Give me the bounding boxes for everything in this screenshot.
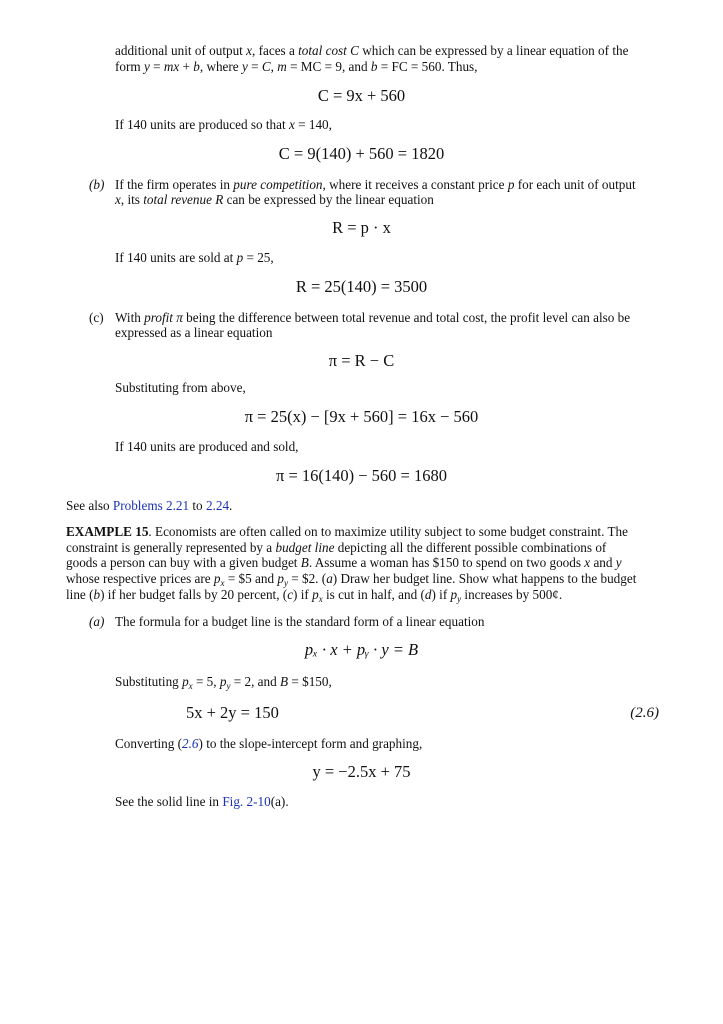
equation-budget-line: pₓ · x + pᵧ · y = B: [304, 640, 419, 659]
text-line: x, its total revenue R can be expressed by the linear equation: [115, 192, 434, 207]
text-line: Converting (2.6) to the slope-intercept form and graphing,: [115, 736, 423, 751]
text-line: If 140 units are produced and sold,: [115, 439, 299, 454]
equation-cost: C = 9x + 560: [317, 86, 406, 105]
item-label-c: (c): [89, 310, 104, 325]
text-line: If 140 units are produced so that x = 140,: [115, 117, 332, 132]
equation-revenue: R = p · x: [332, 218, 391, 237]
problem-link[interactable]: Problems 2.21: [112, 498, 190, 513]
equation-budget-numeric: 5x + 2y = 150: [186, 703, 279, 722]
text-line: constraint is generally represented by a budget line depicting all the different possible combinations of: [66, 540, 607, 555]
equation-profit: π = R − C: [328, 351, 395, 370]
equation-profit-value: π = 16(140) − 560 = 1680: [276, 466, 447, 485]
text-line: whose respective prices are $p_x$ = $5 and $p_y$ = $2. (a) Draw her budget line. Show what happens to the budget: [66, 571, 637, 588]
text-line: See the solid line in Fig. 2-10(a).: [115, 794, 289, 809]
item-label-a: (a): [89, 614, 105, 629]
equation-slope-intercept: y = −2.5x + 75: [312, 762, 411, 781]
example-heading: EXAMPLE 15: [66, 524, 149, 539]
equation-link[interactable]: 2.6: [182, 736, 199, 751]
text-line: The formula for a budget line is the standard form of a linear equation: [115, 614, 485, 629]
equation-number: (2.6): [630, 705, 659, 721]
text-line: With profit π being the difference between total revenue and total cost, the profit level can also be: [115, 310, 631, 325]
text-line: Substituting from above,: [115, 380, 246, 395]
example-heading-line: EXAMPLE 15. Economists are often called on to maximize utility subject to some budget constraint. The: [66, 524, 628, 539]
item-label-b: (b): [89, 177, 105, 192]
equation-profit-expanded: π = 25(x) − [9x + 560] = 16x − 560: [244, 407, 479, 426]
text-line: If the firm operates in pure competition, where it receives a constant price p for each unit of output: [115, 177, 636, 192]
text-line: goods a person can buy with a given budget B. Assume a woman has $150 to spend on two goods x and y: [66, 555, 622, 570]
text-line: line (b) if her budget falls by 20 percent, (c) if $p_x$ is cut in half, and (d) if $p_y$ increases by 500¢.: [66, 587, 563, 604]
see-also-line: See also Problems 2.21 to 2.24.: [66, 498, 233, 513]
text-line: If 140 units are sold at p = 25,: [115, 250, 274, 265]
equation-revenue-value: R = 25(140) = 3500: [295, 277, 428, 296]
text-line: form y = mx + b, where y = C, m = MC = 9, and b = FC = 560. Thus,: [115, 59, 478, 74]
figure-link[interactable]: Fig. 2-10: [222, 794, 271, 809]
text-line: Substituting $p_x = 5$, $p_y = 2$, and B = $150,: [115, 674, 332, 691]
text-line: expressed as a linear equation: [115, 325, 273, 340]
equation-cost-value: C = 9(140) + 560 = 1820: [278, 144, 445, 163]
problem-link[interactable]: 2.24: [205, 498, 230, 513]
text-line: additional unit of output x, faces a total cost C which can be expressed by a linear equation of the: [115, 43, 629, 58]
